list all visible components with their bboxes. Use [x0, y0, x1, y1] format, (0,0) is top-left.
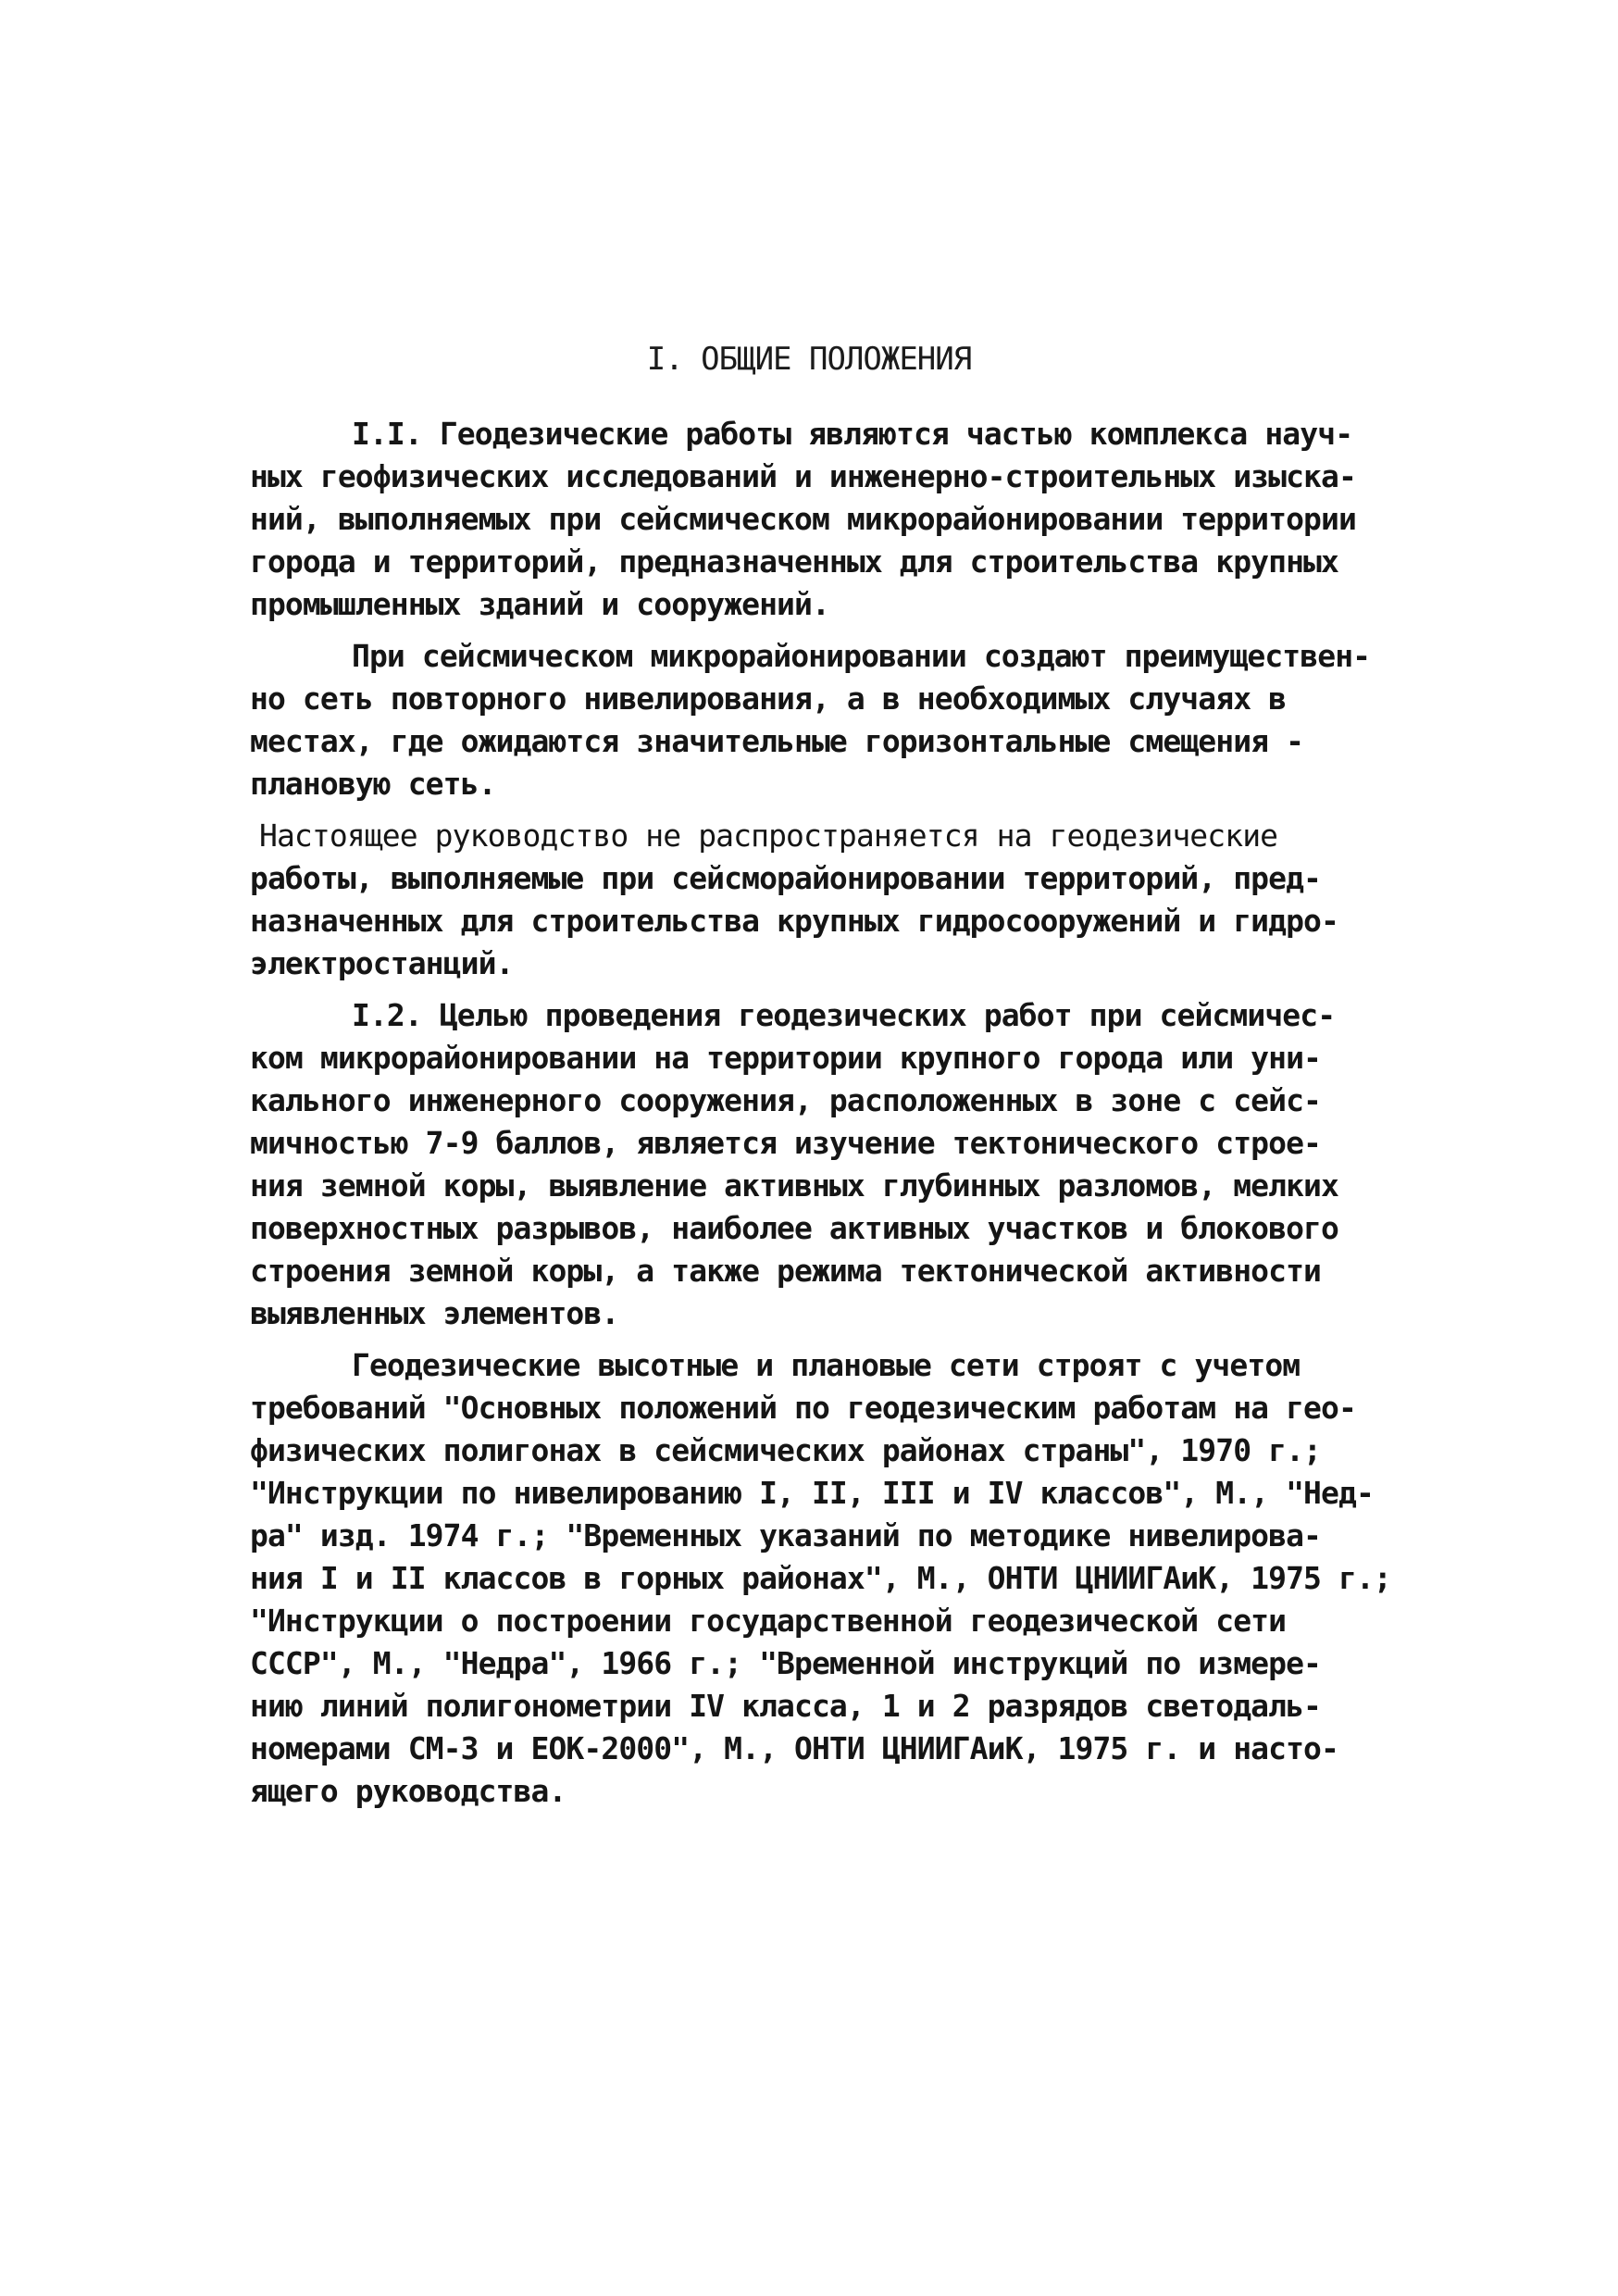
- text-line: требований "Основных положений по геодезическим работам на гео-: [250, 1390, 1356, 1426]
- text-line: "Инструкции о построении государственной геодезической сети: [250, 1603, 1287, 1639]
- text-line: ний, выполняемых при сейсмическом микрорайонировании территории: [250, 501, 1356, 537]
- text-line: строения земной коры, а также режима тектонической активности: [250, 1253, 1322, 1289]
- text-line: плановую сеть.: [250, 766, 496, 802]
- text-line: физических полигонах в сейсмических районах страны", 1970 г.;: [250, 1432, 1322, 1468]
- paragraph-scope: [250, 815, 1398, 985]
- section-heading: I. ОБЩИЕ ПОЛОЖЕНИЯ: [646, 341, 972, 378]
- text-line: номерами СМ-3 и ЕОК-2000", М., ОНТИ ЦНИИГАиК, 1975 г. и насто-: [250, 1730, 1338, 1766]
- text-line: электростанций.: [250, 945, 514, 981]
- text-line: города и территорий, предназначенных для строительства крупных: [250, 543, 1338, 580]
- text-line: ра" изд. 1974 г.; "Временных указаний по методике нивелирова-: [250, 1517, 1322, 1554]
- paragraph-requirements: [250, 1344, 1398, 1813]
- text-line: мичностью 7-9 баллов, является изучение тектонического строе-: [250, 1125, 1322, 1161]
- text-line: Геодезические высотные и плановые сети строят с учетом: [352, 1347, 1301, 1383]
- text-line: Настоящее руководство не распространяется на геодезические: [259, 817, 1278, 854]
- text-line: выявленных элементов.: [250, 1295, 619, 1331]
- paragraph-1-2: [250, 994, 1398, 1335]
- paragraph-1-1: [250, 413, 1398, 626]
- text-line: кального инженерного сооружения, расположенных в зоне с сейс-: [250, 1082, 1322, 1118]
- document-body: [250, 413, 1398, 1813]
- text-line: При сейсмическом микрорайонировании создают преимуществен-: [352, 638, 1371, 674]
- text-line: местах, где ожидаются значительные горизонтальные смещения -: [250, 723, 1304, 759]
- text-line: но сеть повторного нивелирования, а в необходимых случаях в: [250, 680, 1287, 717]
- text-line: поверхностных разрывов, наиболее активных участков и блокового: [250, 1210, 1338, 1246]
- text-line: "Инструкции по нивелированию I, II, III и IV классов", М., "Нед-: [250, 1475, 1374, 1511]
- text-line: ком микрорайонировании на территории крупного города или уни-: [250, 1040, 1322, 1076]
- paragraph-microzoning: [250, 635, 1398, 805]
- text-line: ния I и II классов в горных районах", М., ОНТИ ЦНИИГАиК, 1975 г.;: [250, 1560, 1391, 1596]
- text-line: промышленных зданий и сооружений.: [250, 586, 829, 622]
- text-line: СССР", М., "Недра", 1966 г.; "Временной инструкций по измере-: [250, 1645, 1322, 1681]
- text-line: работы, выполняемые при сейсморайонировании территорий, пред-: [250, 860, 1322, 896]
- text-line: нию линий полигонометрии IV класса, 1 и 2 разрядов светодаль-: [250, 1688, 1322, 1724]
- text-line: ящего руководства.: [250, 1773, 566, 1809]
- text-line: I.2. Целью проведения геодезических работ при сейсмичес-: [352, 997, 1336, 1033]
- text-line: назначенных для строительства крупных гидросооружений и гидро-: [250, 903, 1338, 939]
- text-line: I.I. Геодезические работы являются частью комплекса науч-: [352, 416, 1353, 452]
- text-line: ных геофизических исследований и инженерно-строительных изыска-: [250, 458, 1356, 494]
- text-line: ния земной коры, выявление активных глубинных разломов, мелких: [250, 1167, 1338, 1204]
